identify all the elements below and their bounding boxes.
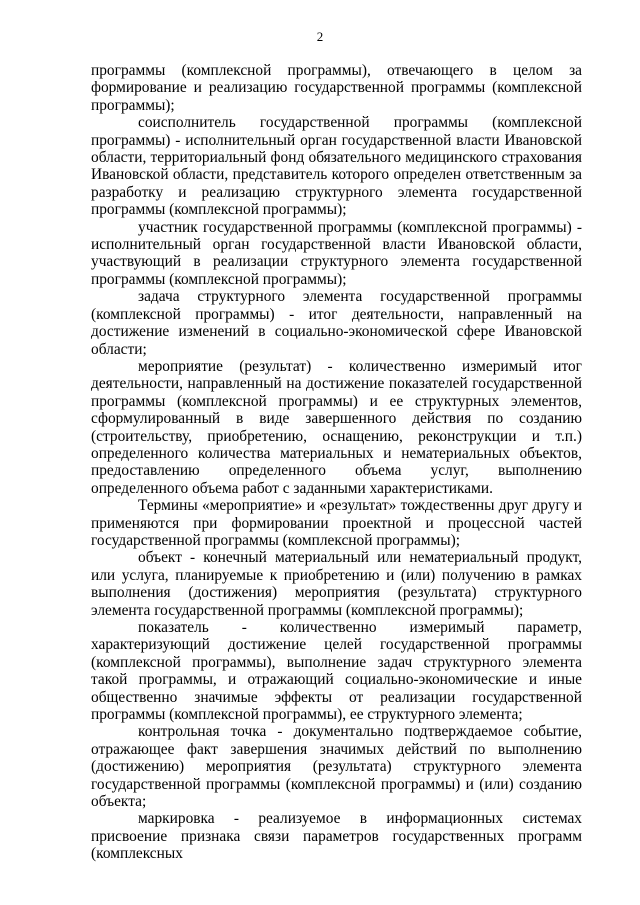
paragraph-object-definition: объект - конечный материальный или нематериальный продукт, или услуга, планируемые к приобретению и (или) получению в рамках выполнения (достижения) мероприятия (результата) структурного элемента государственной программы (комплексной программы); <box>91 549 582 619</box>
paragraph-measure-definition: мероприятие (результат) - количественно измеримый итог деятельности, направленный на достижение показателей государственной программы (комплексной программы) и ее структурных элементов, сформулированный в виде завершенного действия по созданию (строительству, приобретению, оснащению, реконструкции и т.п.) определенного количества материальных и нематериальных объектов, предоставлению определенного объема услуг, выполнению определенного объема работ с заданными характеристиками. <box>91 357 582 497</box>
paragraph-co-executor-definition: соисполнитель государственной программы (комплексной программы) - исполнительный орган государственной власти Ивановской области, территориальный фонд обязательного медицинского страхования Ивановской области, представитель которого определен ответственным за разработку и реализацию структурного элемента государственной программы (комплексной программы); <box>91 114 582 219</box>
document-body <box>91 62 582 863</box>
paragraph-indicator-definition: показатель - количественно измеримый параметр, характеризующий достижение целей государственной программы (комплексной программы), выполнение задач структурного элемента такой программы, и отражающий социально-экономические и иные общественно значимые эффекты от реализации государственной программы (комплексной программы), ее структурного элемента; <box>91 619 582 724</box>
paragraph-terms-equivalence: Термины «мероприятие» и «результат» тождественны друг другу и применяются при формировании проектной и процессной частей государственной программы (комплексной программы); <box>91 497 582 549</box>
paragraph-control-point-definition: контрольная точка - документально подтверждаемое событие, отражающее факт завершения значимых действий по выполнению (достижению) мероприятия (результата) структурного элемента государственной программы (комплексной программы) и (или) созданию объекта; <box>91 723 582 811</box>
paragraph-task-definition: задача структурного элемента государственной программы (комплексной программы) - итог деятельности, направленный на достижение изменений в социально-экономической сфере Ивановской области; <box>91 288 582 358</box>
paragraph-responsible-executor-continuation: программы (комплексной программы), отвечающего в целом за формирование и реализацию государственной программы (комплексной программы); <box>91 62 582 114</box>
page-number: 2 <box>316 29 324 44</box>
paragraph-participant-definition: участник государственной программы (комплексной программы) - исполнительный орган государственной власти Ивановской области, участвующий в реализации структурного элемента государственной программы (комплексной программы); <box>91 218 582 288</box>
paragraph-marking-definition: маркировка - реализуемое в информационных системах присвоение признака связи параметров государственных программ (комплексных <box>91 810 582 863</box>
